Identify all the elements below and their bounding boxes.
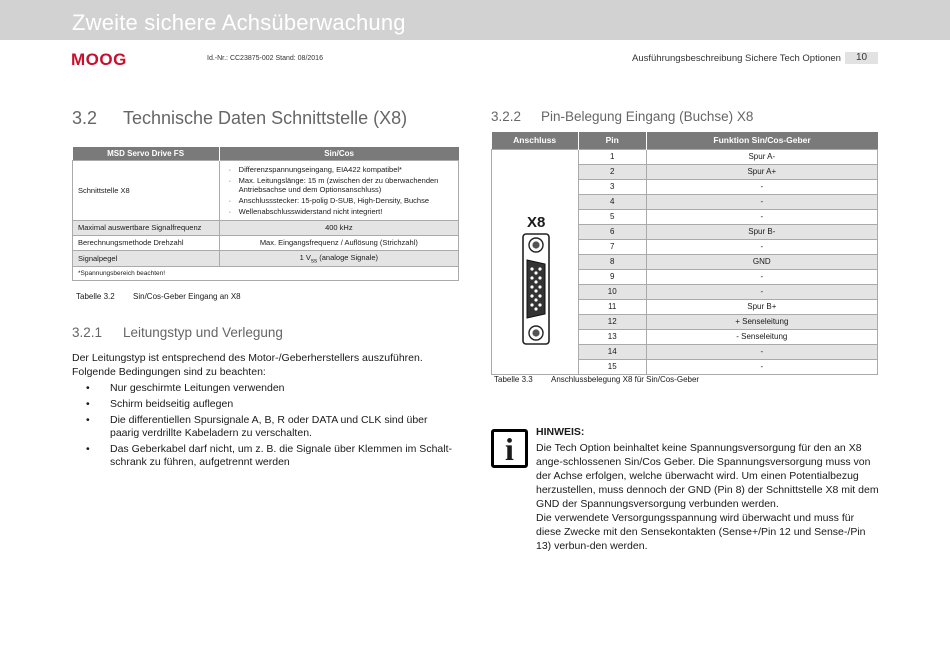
section-3-2-1-heading [72, 325, 283, 340]
section-3-2-heading [72, 108, 407, 129]
table-header: Pin [578, 132, 646, 149]
spec-bullet-list [225, 165, 453, 216]
pin-number: 5 [578, 209, 646, 224]
pin-number: 1 [578, 149, 646, 164]
pin-function: GND [646, 254, 877, 269]
table-caption [494, 375, 699, 384]
caption-number: Tabelle 3.3 [494, 375, 533, 384]
pin-function: - [646, 269, 877, 284]
table-cell-label: Maximal auswertbare Signalfrequenz [73, 220, 220, 235]
table-cell-label: Signalpegel [73, 250, 220, 267]
connector-cell [492, 149, 579, 374]
list-item: · Max. Leitungslänge: 15 m (zwischen der zu überwachenden Antriebsachse und dem Optionsanschluss) [225, 176, 453, 194]
table-cell-value: Max. Eingangsfrequenz / Auflösung (Strichzahl) [219, 235, 458, 250]
pin-function: Spur B+ [646, 299, 877, 314]
note-title: HINWEIS: [536, 426, 585, 438]
list-item: • Nur geschirmte Leitungen verwenden [86, 382, 458, 395]
body-paragraph: Der Leitungstyp ist entsprechend des Motor-/Geberherstellers auszuführen. Folgende Bedingungen sind zu beachten: [72, 352, 423, 378]
table-cell-value [219, 160, 458, 220]
pin-function: - [646, 194, 877, 209]
page-header-title: Zweite sichere Achsüberwachung [72, 10, 406, 35]
pin-function: + Senseleitung [646, 314, 877, 329]
table-row [73, 160, 459, 220]
value-text: 1 V [299, 252, 311, 262]
section-number: 3.2.2 [491, 109, 522, 124]
list-item: · Anschlussstecker: 15-polig D-SUB, High-Density, Buchse [225, 196, 453, 205]
pin-function: - Senseleitung [646, 329, 877, 344]
pin-number: 9 [578, 269, 646, 284]
pin-number: 3 [578, 179, 646, 194]
table-cell-value [219, 250, 458, 267]
svg-text:MOOG: MOOG [71, 51, 127, 67]
header-bar [0, 0, 950, 40]
moog-logo [71, 51, 153, 67]
section-title: Leitungstyp und Verlegung [123, 325, 283, 340]
table-footnote: *Spannungsbereich beachten! [73, 267, 459, 281]
pin-function: - [646, 284, 877, 299]
pin-function: - [646, 359, 877, 374]
list-item: · Wellenabschlusswiderstand nicht integriert! [225, 207, 453, 216]
specs-table [72, 147, 459, 281]
list-item: • Das Geberkabel darf nicht, um z. B. die Signale über Klemmen im Schalt-schrank zu führen, aufgetrennt werden [86, 443, 458, 469]
page-number: 10 [845, 52, 878, 64]
pin-number: 15 [578, 359, 646, 374]
caption-text: Anschlussbelegung X8 für Sin/Cos-Geber [551, 375, 700, 384]
caption-number: Tabelle 3.2 [76, 292, 115, 301]
table-caption [76, 292, 241, 301]
value-text: (analoge Signale) [317, 252, 379, 262]
document-id: Id.-Nr.: CC23875-002 Stand: 08/2016 [207, 55, 323, 62]
pin-function: Spur A+ [646, 164, 877, 179]
info-icon: i [491, 429, 528, 468]
section-title: Pin-Belegung Eingang (Buchse) X8 [541, 109, 754, 124]
table-row [73, 235, 459, 250]
requirements-list [86, 382, 458, 472]
pin-number: 2 [578, 164, 646, 179]
list-item: • Schirm beidseitig auflegen [86, 398, 458, 411]
pin-number: 14 [578, 344, 646, 359]
table-header: Anschluss [492, 132, 579, 149]
table-row [73, 250, 459, 267]
table-cell-value: 400 kHz [219, 220, 458, 235]
document-name: Ausführungsbeschreibung Sichere Tech Optionen [632, 53, 841, 64]
pin-function: - [646, 344, 877, 359]
pin-number: 13 [578, 329, 646, 344]
table-row [73, 267, 459, 281]
pin-function: - [646, 179, 877, 194]
pin-number: 6 [578, 224, 646, 239]
pin-function: Spur B- [646, 224, 877, 239]
d-sub-15-connector-icon [521, 233, 551, 345]
pin-function: - [646, 239, 877, 254]
list-item: · Differenzspannungseingang, EIA422 kompatibel* [225, 165, 453, 174]
pin-assignment-table [491, 132, 878, 375]
pin-function: - [646, 209, 877, 224]
note-paragraph: Die verwendete Versorgungsspannung wird überwacht und muss für diese Zwecke mit den Sensekontakten (Sense+/Pin 12 und Sense-/Pin 13) verbun-den werden. [536, 512, 866, 552]
pin-function: Spur A- [646, 149, 877, 164]
table-cell-label: Schnittstelle X8 [73, 160, 220, 220]
value-subscript: ss [310, 257, 318, 264]
section-number: 3.2.1 [72, 325, 103, 340]
pin-number: 10 [578, 284, 646, 299]
section-3-2-2-heading [491, 109, 753, 124]
table-header: Sin/Cos [219, 147, 458, 160]
list-item: • Die differentiellen Spursignale A, B, R oder DATA und CLK sind über paarig verdrillte Kabeladern zu verschalten. [86, 414, 458, 440]
pin-number: 7 [578, 239, 646, 254]
table-header: MSD Servo Drive FS [73, 147, 220, 160]
note-paragraph: Die Tech Option beinhaltet keine Spannungsversorgung für den an X8 ange-schlossenen Sin/Cos Geber. Die Spannungsversorgung muss von der Achse erfolgen, welche überwacht wird. Um einen Potentialbezug herzustellen, muss dennoch der GND (Pin 8) der Schnittstelle X8 mit dem GND der Spannungsversorgung verbunden werden. [536, 442, 879, 510]
pin-number: 12 [578, 314, 646, 329]
section-number: 3.2 [72, 108, 98, 128]
connector-label: X8 [527, 213, 546, 231]
pin-number: 11 [578, 299, 646, 314]
table-header: Funktion Sin/Cos-Geber [646, 132, 877, 149]
pin-number: 4 [578, 194, 646, 209]
table-cell-label: Berechnungsmethode Drehzahl [73, 235, 220, 250]
section-title: Technische Daten Schnittstelle (X8) [123, 108, 408, 128]
caption-text: Sin/Cos-Geber Eingang an X8 [133, 292, 241, 301]
table-row [73, 220, 459, 235]
pin-number: 8 [578, 254, 646, 269]
table-row [492, 149, 878, 164]
